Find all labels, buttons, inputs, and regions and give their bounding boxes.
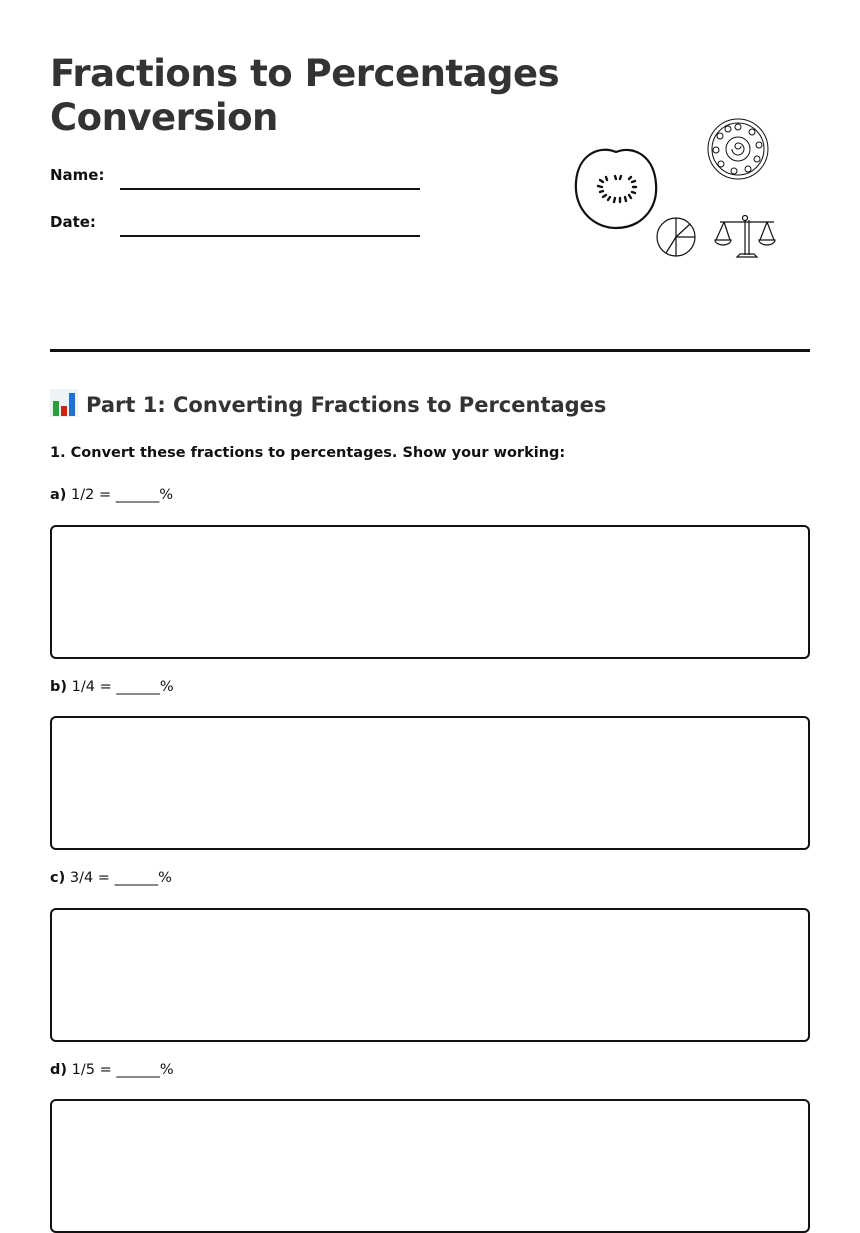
working-box-b[interactable] [50,716,810,850]
answer-blank-b[interactable]: ______ [116,679,160,695]
bar-chart-icon [50,389,78,421]
decorative-medallion-icon [708,119,768,179]
section-divider [50,349,810,352]
date-label: Date: [50,213,96,231]
question-1-instruction: 1. Convert these fractions to percentages. Show your working: [50,445,566,461]
question-a: a) 1/2 = ______% [50,487,174,503]
title-line-2: Conversion [50,96,278,139]
clipart-group [570,112,780,264]
working-box-c[interactable] [50,908,810,1042]
working-box-a[interactable] [50,525,810,659]
working-box-d[interactable] [50,1099,810,1233]
part1-heading [50,389,606,421]
answer-blank-c[interactable]: ______ [114,870,159,886]
answer-blank-d[interactable]: ______ [116,1062,160,1078]
name-label: Name: [50,166,105,184]
title-line-1: Fractions to Percentages [50,52,560,95]
pie-chart-icon [657,218,695,256]
answer-blank-a[interactable]: ______ [115,487,160,503]
worksheet-title [50,52,559,140]
date-field-row [50,213,430,243]
name-field[interactable] [120,188,420,190]
kiwi-fruit-icon [576,150,656,228]
question-b: b) 1/4 = ______% [50,679,174,695]
name-field-row [50,166,430,196]
question-d: d) 1/5 = ______% [50,1062,174,1078]
balance-scale-icon [715,216,775,258]
question-c: c) 3/4 = ______% [50,870,172,886]
part1-title: Part 1: Converting Fractions to Percentages [86,393,607,417]
date-field[interactable] [120,235,420,237]
